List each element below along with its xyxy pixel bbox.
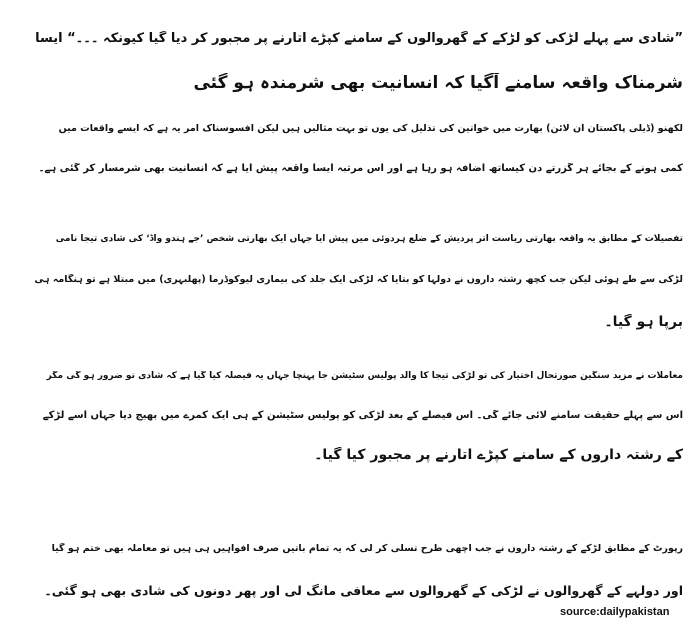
paragraph-3-line-2: اس سے پہلے حقیقت سامنے لائی جائے گی۔ اس فیصلے کے بعد لڑکی کو پولیس سٹیشن کے ہی ایک کمرے میں بھیج دیا جہاں اسے لڑکے [42, 410, 683, 421]
paragraph-4-line-2: اور دولہے کے گھروالوں نے لڑکی کے گھروالوں سے معافی مانگ لی اور پھر دونوں کی شادی بھی ہو گئی۔ [44, 583, 683, 598]
paragraph-4-line-1: رپورٹ کے مطابق لڑکے کے رشتہ داروں نے جب اچھی طرح تسلی کر لی کہ یہ تمام باتیں صرف افواہیں ہی ہیں تو معاملہ بھی ختم ہو گیا [51, 543, 683, 554]
paragraph-2-line-2: لڑکی سے طے ہوئی لیکن جب کچھ رشتہ داروں نے دولہا کو بتایا کہ لڑکی ایک جلد کی بیماری لیوکوڈرما (پھلبہری) میں مبتلا ہے تو ہنگامہ ہی [34, 274, 683, 285]
paragraph-1-line-1: لکھنو (ڈیلی پاکستان آن لائن) بھارت میں خواتین کی تذلیل کی یوں تو بہت مثالیں ہیں لیکن افسوسناک امر یہ ہے کہ ایسے واقعات میں [58, 123, 683, 134]
paragraph-3-line-3: کے رشتہ داروں کے سامنے کپڑے اتارنے پر مجبور کیا گیا۔ [314, 447, 683, 463]
paragraph-2-line-1: تفصیلات کے مطابق یہ واقعہ بھارتی ریاست اتر پردیش کے ضلع ہردوئی میں پیش آیا جہاں ایک بھارتی شخص ’جے ہندو واڈ‘ کی شادی تیجا نامی [55, 234, 683, 244]
headline-line-2: شرمناک واقعہ سامنے آگیا کہ انسانیت بھی شرمندہ ہو گئی [193, 73, 683, 93]
paragraph-3-line-1: معاملات نے مزید سنگین صورتحال اختیار کی تو لڑکی تیجا کا والد پولیس سٹیشن جا پہنچا جہاں یہ فیصلہ کیا گیا ہے کہ شادی تو ضرور ہو گی مگر [46, 371, 683, 381]
paragraph-1-line-2: کمی ہونے کے بجائے ہر گزرتے دن کیساتھ اضافہ ہو رہا ہے اور اس مرتبہ ایسا واقعہ پیش آیا ہے کہ انسانیت بھی شرمسار کر گئی ہے۔ [38, 163, 683, 174]
paragraph-2-line-3: برپا ہو گیا۔ [604, 314, 683, 330]
headline-line-1: ”شادی سے پہلے لڑکی کو لڑکے کے گھروالوں کے سامنے کپڑے اتارنے پر مجبور کر دیا گیا کیونکہ ۔۔۔“ ایسا [35, 31, 683, 46]
source-credit: source:dailypakistan [560, 606, 670, 618]
